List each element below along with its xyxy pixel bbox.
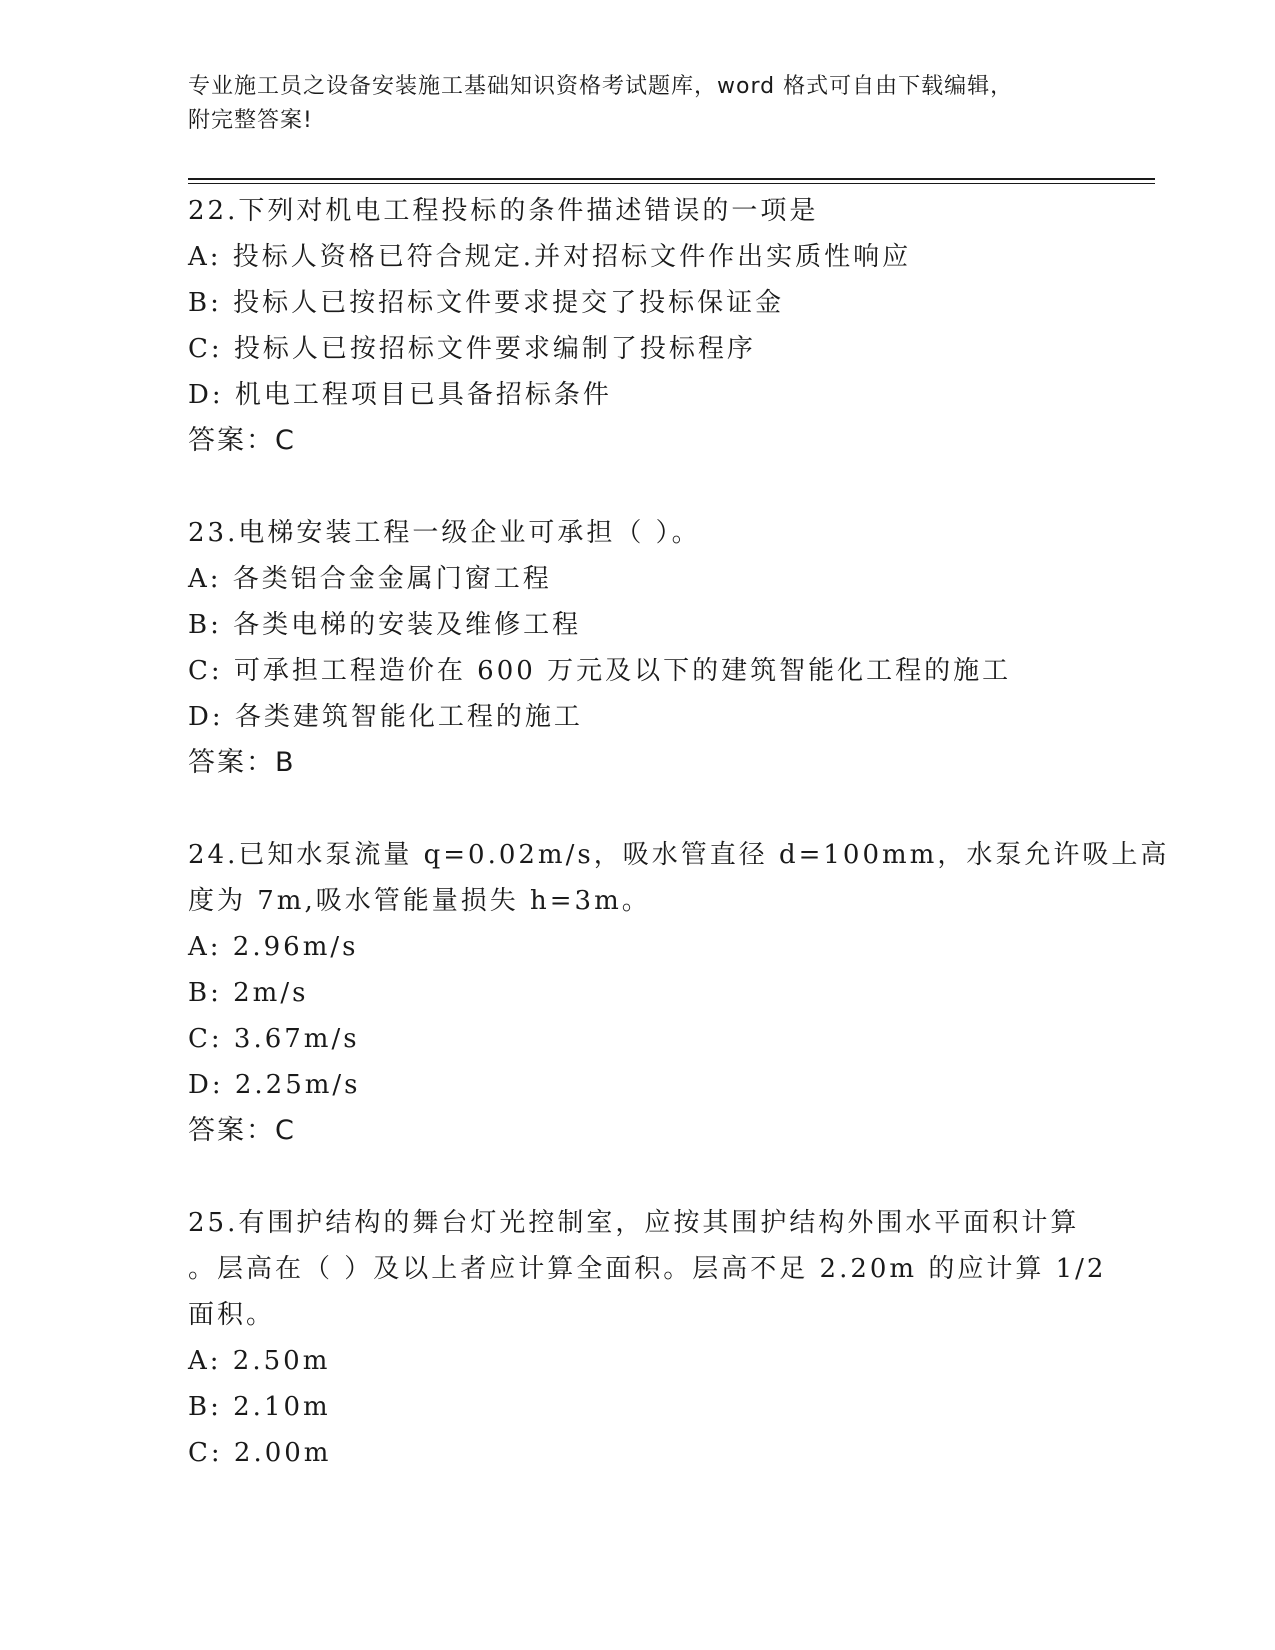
option-a: A: 投标人资格已符合规定.并对招标文件作出实质性响应 xyxy=(188,242,912,272)
question-23 xyxy=(188,510,1088,786)
option-d: D: 各类建筑智能化工程的施工 xyxy=(188,702,583,732)
question-stem xyxy=(188,188,1088,234)
header-line-1: 专业施工员之设备安装施工基础知识资格考试题库，word 格式可自由下载编辑， xyxy=(188,74,1014,99)
option-b: B: 各类电梯的安装及维修工程 xyxy=(188,610,582,640)
question-24 xyxy=(188,832,1170,1154)
option-c: C: 3.67m/s xyxy=(188,1024,360,1054)
option-d: D: 机电工程项目已具备招标条件 xyxy=(188,380,612,410)
answer-label: 答案：C xyxy=(188,1115,296,1146)
question-25 xyxy=(188,1200,1107,1476)
header-divider-thick xyxy=(188,178,1155,180)
question-stem-line: 。层高在（ ）及以上者应计算全面积。层高不足 2.20m 的应计算 1/2 xyxy=(188,1254,1107,1284)
option-b: B: 2.10m xyxy=(188,1392,331,1422)
option-c: C: 可承担工程造价在 600 万元及以下的建筑智能化工程的施工 xyxy=(188,656,1012,686)
option-a: A: 各类铝合金金属门窗工程 xyxy=(188,564,552,594)
option-c: C: 投标人已按招标文件要求编制了投标程序 xyxy=(188,334,756,364)
question-stem-line: 面积。 xyxy=(188,1300,276,1330)
header-divider-thin xyxy=(188,183,1155,184)
option-c: C: 2.00m xyxy=(188,1438,332,1468)
option-b: B: 投标人已按招标文件要求提交了投标保证金 xyxy=(188,288,785,318)
option-d: D: 2.25m/s xyxy=(188,1070,361,1100)
answer-label: 答案：C xyxy=(188,425,296,456)
question-list xyxy=(188,188,1170,1522)
option-a: A: 2.96m/s xyxy=(188,932,359,962)
question-stem-line: 22.下列对机电工程投标的条件描述错误的一项是 xyxy=(188,196,819,226)
answer-label: 答案：B xyxy=(188,747,296,778)
question-stem-line: 24.已知水泵流量 q=0.02m/s，吸水管直径 d=100mm，水泵允许吸上高 xyxy=(188,840,1170,870)
question-stem xyxy=(188,510,1088,556)
option-a: A: 2.50m xyxy=(188,1346,331,1376)
header-line-2: 附完整答案! xyxy=(188,108,313,133)
question-stem xyxy=(188,832,1170,924)
option-b: B: 2m/s xyxy=(188,978,309,1008)
question-stem-line: 度为 7m,吸水管能量损失 h=3m。 xyxy=(188,886,651,916)
question-stem-line: 23.电梯安装工程一级企业可承担（ ）。 xyxy=(188,518,701,548)
document-header xyxy=(188,70,1088,138)
question-22 xyxy=(188,188,1088,464)
question-stem-line: 25.有围护结构的舞台灯光控制室，应按其围护结构外围水平面积计算 xyxy=(188,1208,1080,1238)
question-stem xyxy=(188,1200,1107,1338)
